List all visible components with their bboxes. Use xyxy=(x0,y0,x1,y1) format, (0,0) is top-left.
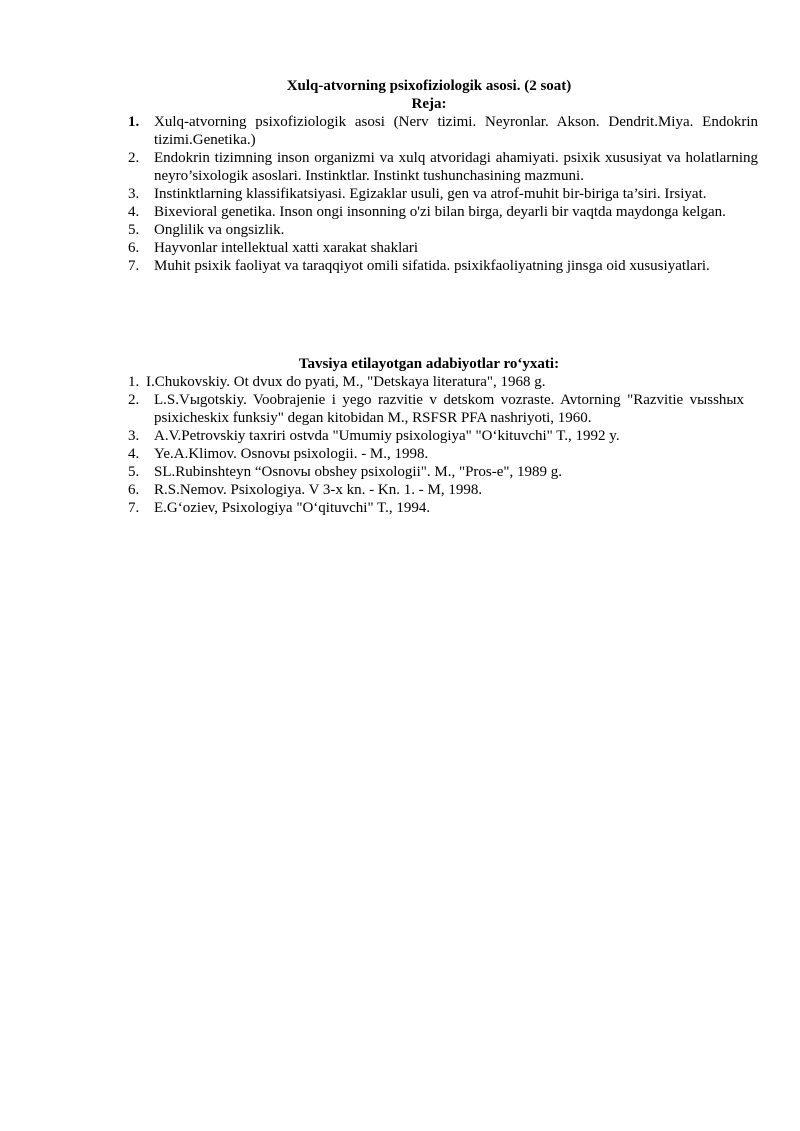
plan-item xyxy=(128,185,758,203)
literature-item-number: 3. xyxy=(128,428,140,444)
plan-item xyxy=(128,239,758,257)
plan-item-text: Onglilik va ongsizlik. xyxy=(154,222,285,238)
plan-item-number: 2. xyxy=(128,150,140,166)
plan-item xyxy=(128,149,758,185)
literature-item xyxy=(128,391,744,427)
plan-item xyxy=(128,113,758,149)
literature-item-number: 7. xyxy=(128,500,140,516)
literature-item xyxy=(128,499,744,517)
literature-list xyxy=(128,373,744,517)
plan-item-text: Instinktlarning klassifikatsiyasi. Egizaklar usuli, gen va atrof-muhit bir-biriga ta’siri. Irsiyat. xyxy=(154,186,707,202)
literature-heading: Tavsiya etilayotgan adabiyotlar ro‘yxati: xyxy=(298,356,560,372)
plan-item xyxy=(128,203,758,221)
literature-item xyxy=(128,481,744,499)
literature-item xyxy=(128,463,744,481)
plan-item-text: Bixevioral genetika. Inson ongi insonning o'zi bilan birga, deyarli bir vaqtda maydonga kelgan. xyxy=(154,204,726,220)
document-title: Xulq-atvorning psixofiziologik asosi. (2 soat) xyxy=(286,78,572,94)
plan-heading: Reja: xyxy=(411,96,447,112)
plan-item-number: 4. xyxy=(128,204,140,220)
plan-item-number: 6. xyxy=(128,240,140,256)
literature-item-number: 1. xyxy=(128,374,140,390)
plan-item-text: Endokrin tizimning inson organizmi va xulq atvoridagi ahamiyati. psixik xususiyat va holatlarning neyro’sixologik asoslari. Instinktlar. Instinkt tushunchasining mazmuni. xyxy=(154,150,758,184)
plan-item-text: Xulq-atvorning psixofiziologik asosi (Nerv tizimi. Neyronlar. Akson. Dendrit.Miya. Endokrin tizimi.Genetika.) xyxy=(154,114,758,148)
literature-item-number: 5. xyxy=(128,464,140,480)
plan-item xyxy=(128,221,758,239)
literature-item-text: I.Chukovskiy. Ot dvux do pyati, M., "Detskaya literatura", 1968 g. xyxy=(146,374,546,390)
literature-item xyxy=(128,373,744,391)
plan-item-number: 5. xyxy=(128,222,140,238)
literature-item xyxy=(128,427,744,445)
literature-item-text: A.V.Petrovskiy taxriri ostvda "Umumiy psixologiya" "O‘kituvchi" T., 1992 y. xyxy=(154,428,620,444)
plan-item-number: 3. xyxy=(128,186,140,202)
literature-item-text: E.G‘oziev, Psixologiya "O‘qituvchi" T., 1994. xyxy=(154,500,431,516)
plan-item xyxy=(128,257,758,275)
literature-item-text: SL.Rubinshteyn “Osnovы obshey psixologii". M., "Pros-e", 1989 g. xyxy=(154,464,563,480)
plan-item-text: Hayvonlar intellektual xatti xarakat shaklari xyxy=(154,240,419,256)
plan-item-number: 1. xyxy=(128,114,140,130)
plan-list xyxy=(128,113,758,275)
literature-item-text: R.S.Nemov. Psixologiya. V 3-x kn. - Kn. 1. - M, 1998. xyxy=(154,482,483,498)
plan-item-number: 7. xyxy=(128,258,140,274)
literature-item xyxy=(128,445,744,463)
literature-item-number: 2. xyxy=(128,392,140,408)
literature-item-text: Ye.A.Klimov. Osnovы psixologii. - M., 1998. xyxy=(154,446,429,462)
literature-item-number: 4. xyxy=(128,446,140,462)
literature-item-number: 6. xyxy=(128,482,140,498)
plan-item-text: Muhit psixik faoliyat va taraqqiyot omili sifatida. psixikfaoliyatning jinsga oid xususiyatlari. xyxy=(154,258,710,274)
literature-item-text: L.S.Vыgotskiy. Voobrajenie i yego razvitie v detskom vozraste. Avtorning "Razvitie vыsshыx psixicheskix funksiy" degan kitobidan M., RSFSR PFA nashriyoti, 1960. xyxy=(154,392,744,426)
